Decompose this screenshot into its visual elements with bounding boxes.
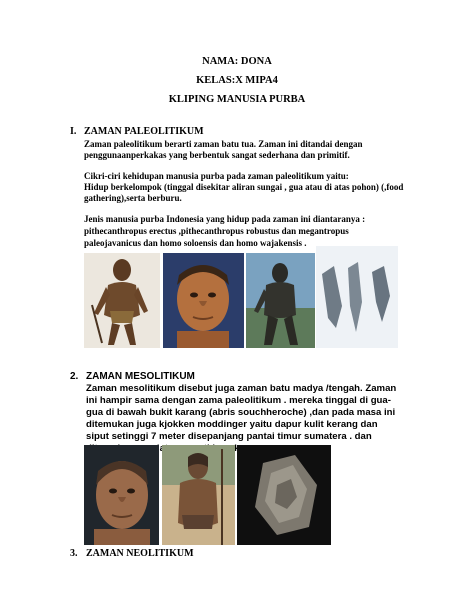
homo-erectus-face-image bbox=[163, 253, 244, 348]
text-line: paleojavanicus dan homo soloensis dan homo wajakensis . bbox=[84, 238, 307, 248]
section-2-title: ZAMAN MESOLITIKUM bbox=[86, 371, 195, 382]
text-line: Zaman paleolitikum berarti zaman batu tua. Zaman ini ditandai dengan bbox=[84, 139, 363, 149]
text-line: gua di bawah bukit karang (abris souchheroche) ,dan pada masa ini bbox=[86, 407, 396, 418]
document-title: KLIPING MANUSIA PURBA bbox=[168, 94, 306, 105]
early-human-figure-image bbox=[84, 253, 160, 348]
hand-axe-image bbox=[237, 445, 331, 545]
text-line: pithecanthropus erectus ,pithecanthropus robustus dan megantropus bbox=[84, 226, 349, 236]
section-3-number: 3. bbox=[70, 548, 78, 559]
text-line: Zaman mesolitikum disebut juga zaman batu madya /tengah. Zaman bbox=[86, 383, 397, 394]
stone-tools-image bbox=[316, 246, 398, 348]
mesolithic-human-face-image bbox=[84, 445, 159, 545]
text-line: Cikri-ciri kehidupan manusia purba pada zaman paleolitikum yaitu: bbox=[84, 171, 349, 181]
text-line: Jenis manusia purba Indonesia yang hidup pada zaman ini diantaranya : bbox=[84, 214, 366, 224]
early-human-statue-image bbox=[246, 253, 315, 348]
text-line: Hidup berkelompok (tinggal disekitar aliran sungai , gua atau di atas pohon) (,food bbox=[84, 182, 404, 192]
section-3-title: ZAMAN NEOLITIKUM bbox=[86, 548, 194, 559]
text-line: ditemukan juga kjokken moddinger yaitu dapur kulit kerang dan bbox=[86, 419, 378, 430]
section-1-title: ZAMAN PALEOLITIKUM bbox=[84, 126, 204, 137]
section-2-number: 2. bbox=[70, 371, 79, 382]
text-line: siput setinggi 7 meter disepanjang pantai timur sumatera . dan bbox=[86, 431, 372, 442]
text-line: ini hampir sama dengan zama paleolitikum . mereka tinggal di gua- bbox=[86, 395, 391, 406]
student-class: KELAS:X MIPA4 bbox=[196, 75, 278, 86]
section-1-number: I. bbox=[70, 126, 77, 137]
text-line: penggunaanperkakas yang berbentuk sangat sederhana dan primitif. bbox=[84, 150, 350, 160]
mesolithic-hunter-image bbox=[162, 445, 235, 545]
text-line: gathering),serta berburu. bbox=[84, 193, 182, 203]
student-name: NAMA: DONA bbox=[202, 56, 272, 67]
